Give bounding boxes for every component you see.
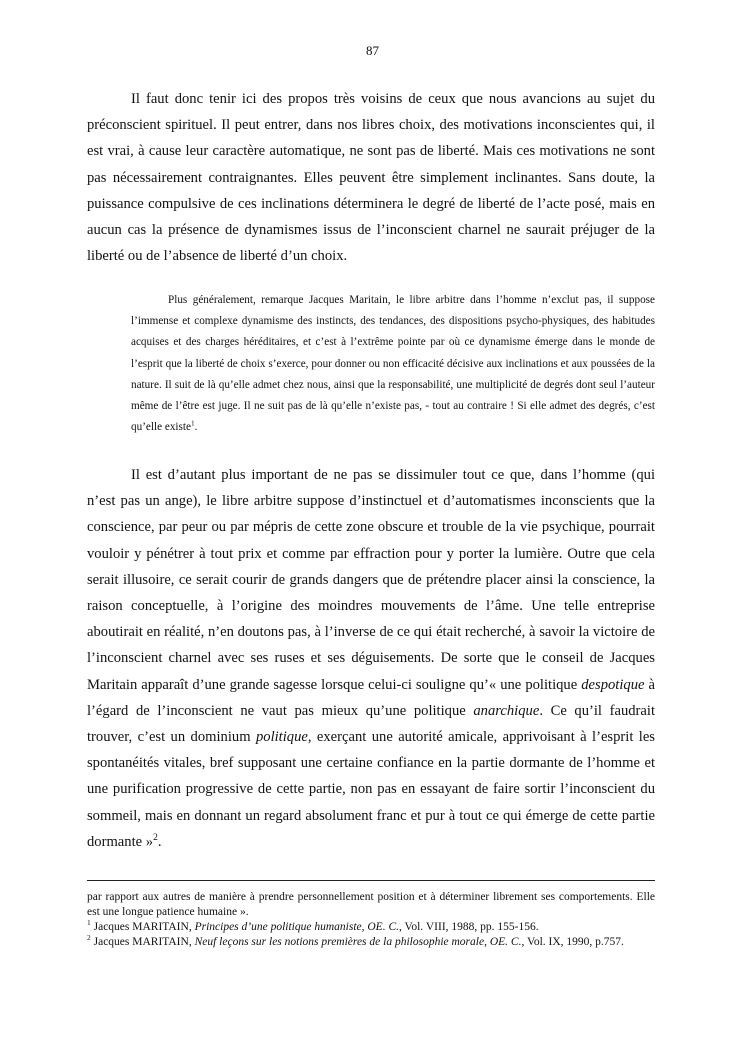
footnote-1-series: OE. C. xyxy=(367,921,399,933)
footnote-1-rest: , Vol. VIII, 1988, pp. 155-156. xyxy=(399,921,539,933)
footnote-divider xyxy=(87,880,655,881)
footnote-2-series: OE. C. xyxy=(489,936,522,948)
footnote-ref-2[interactable]: 2 xyxy=(153,832,158,843)
quote-end: . xyxy=(194,421,198,434)
paragraph-2 xyxy=(87,462,655,855)
footnote-1-sep: , xyxy=(361,921,368,933)
footnote-1-title: Principes d’une politique humaniste xyxy=(194,921,362,933)
footnote-2 xyxy=(87,935,655,950)
page-number: 87 xyxy=(366,43,379,58)
paragraph-2-part-1: Il est d’autant plus important de ne pas se dissimuler tout ce que, dans l’homme (qui n’est pas un ange), le libre arbitre suppose d’instinctuel et d’automatismes inconscients que la conscience, par peur ou par mépris de cette zone obscure et trouble de la vie psychique, pourrait vouloir y pénétrer à tout prix et comme par effraction pour y porter la lumière. Outre que cela serait illusoire, ce serait courir de grands dangers que de prétendre placer ainsi la conscience, la raison conceptuelle, à l’origine des moindres mouvements de l’âme. Une telle entreprise aboutirait en réalité, n’en doutons pas, à l’inverse de ce qui était recherché, à savoir la victoire de l’inconscient charnel avec ses ruses et ses déguisements. De sorte que le conseil de Jacques Maritain apparaît d’une grande sagesse lorsque celui-ci souligne qu’« une politique xyxy=(87,467,655,693)
footnote-continuation: par rapport aux autres de manière à prendre personnellement position et à déterminer librement ses comportements. Elle est une longue patience humaine ». xyxy=(87,891,655,918)
footnotes-section xyxy=(87,890,655,950)
footnote-1-author: Jacques MARITAIN, xyxy=(90,921,195,933)
footnote-ref-1[interactable]: 1 xyxy=(190,419,195,428)
paragraph-2-end: . xyxy=(157,833,162,850)
footnote-2-author: Jacques MARITAIN, xyxy=(90,936,195,948)
italic-despotique: despotique xyxy=(581,676,645,693)
block-quote xyxy=(131,290,655,438)
paragraph-2-part-3: . Ce qu’il faudrait trouver, c’est un dominium xyxy=(87,702,655,746)
footnote-1 xyxy=(87,920,655,935)
paragraph-1: Il faut donc tenir ici des propos très voisins de ceux que nous avancions au sujet du préconscient spirituel. Il peut entrer, dans nos libres choix, des motivations inconscientes qui, il est vrai, à cause leur caractère automatique, ne sont pas de liberté. Mais ces motivations ne sont pas nécessairement contraignantes. Elles peuvent être simplement inclinantes. Sans doute, la puissance compulsive de ces inclinations déterminera le degré de liberté de l’acte posé, mais en aucun cas la présence de dynamismes issus de l’inconscient charnel ne saurait préjuger de la liberté ou de l’absence de liberté d’un choix. xyxy=(87,91,655,265)
paragraph-2-part-2: à l’égard de l’inconscient ne vaut pas mieux qu’une politique xyxy=(87,676,655,719)
italic-anarchique: anarchique xyxy=(473,702,540,719)
italic-politique: politique xyxy=(255,729,308,746)
footnote-2-number: 2 xyxy=(87,933,91,943)
quote-text: Plus généralement, remarque Jacques Maritain, le libre arbitre dans l’homme n’exclut pas, il suppose l’immense et complexe dynamisme des instincts, des tendances, des dispositions psycho-physiques, des habitudes acquises et des charges héréditaires, et c’est à l’extrême pointe par où ce dynamisme émerge dans le monde de l’esprit que la liberté de choix s’exerce, pour donner ou non efficacité décisive aux inclinations et aux poussées de la nature. Il suit de là qu’elle admet chez nous, ainsi que la responsabilité, une multiplicité de degrés dont seul l’auteur même de l’être est juge. Il ne suit pas de là qu’elle n’existe pas, - tout au contraire ! Si elle admet des degrés, c’est qu’elle existe xyxy=(131,294,655,434)
footnote-2-sep: , xyxy=(484,936,490,948)
footnote-2-title: Neuf leçons sur les notions premières de la philosophie morale xyxy=(194,936,485,948)
paragraph-2-part-4: , exerçant une autorité amicale, apprivoisant à l’esprit les spontanéités vitales, bref supposant une certaine confiance en la partie dormante de l’homme et une purification progressive de cette partie, non pas en essayant de faire sortir l’inconscient du sommeil, mais en donnant un regard absolument franc et pur à tout ce qui émerge de cette partie dormante » xyxy=(87,729,655,850)
footnote-1-number: 1 xyxy=(87,918,91,928)
footnote-2-rest: , Vol. IX, 1990, p.757. xyxy=(521,936,624,948)
